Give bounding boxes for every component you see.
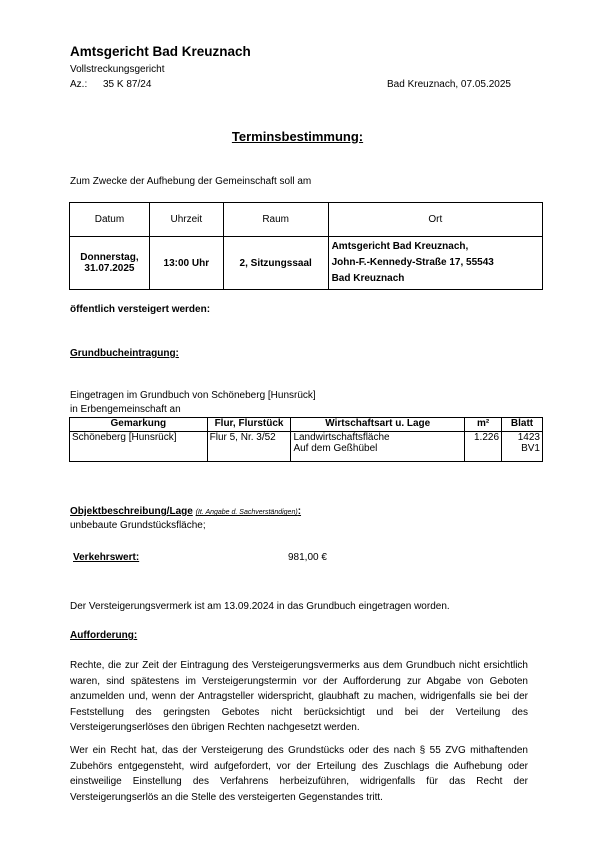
termin-room: 2, Sitzungssaal [223, 237, 328, 290]
court-name: Amtsgericht Bad Kreuznach [70, 44, 251, 59]
verkehrswert-value: 981,00 € [288, 552, 327, 563]
document-title: Terminsbestimmung: [231, 129, 364, 144]
aufforderung-paragraph-1: Rechte, die zur Zeit der Eintragung des Versteigerungsvermerks aus dem Grundbuch nicht ersichtlich waren, sind spätestens im Versteigerungstermin vor der Aufforderung zur Abgabe von Geboten anzumelden und, wenn der Antragsteller widerspricht, glaubhaft zu machen, widrigenfalls sie bei der Feststellung des geringsten Gebotes nicht berücksichtigt und bei der Verteilung des Versteigerungserlöses den übrigen Rechten nachgesetzt werden. [70, 660, 528, 733]
row-art-line1: Landwirtschaftsfläche [293, 432, 390, 443]
header-flur: Flur, Flurstück [207, 418, 291, 432]
termin-weekday: Donnerstag, [80, 252, 139, 263]
row-wirtschaftsart [291, 432, 465, 462]
objekt-label: Objektbeschreibung/Lage [70, 506, 193, 517]
grundbuch-table-header [70, 418, 543, 432]
place-date: Bad Kreuznach, 07.05.2025 [387, 79, 511, 90]
header-area: m² [465, 418, 502, 432]
termin-date-value: 31.07.2025 [84, 263, 135, 274]
grundbuch-table-row [70, 432, 543, 462]
row-art-line2: Auf dem Geßhübel [293, 443, 378, 454]
row-area: 1.226 [465, 432, 502, 462]
termin-date [70, 237, 150, 290]
aufforderung-paragraph-2: Wer ein Recht hat, das der Versteigerung des Grundstücks oder des nach § 55 ZVG mithaftenden Zubehörs entgegensteht, wird aufgefordert, vor der Erteilung des Zuschlags die Aufhebung oder einstweilige Einstellung des Verfahrens herbeizuführen, widrigenfalls für das Recht der Versteigerungserlös an die Stelle des versteigerten Gegenstandes tritt. [70, 745, 528, 803]
auction-phrase: öffentlich versteigert werden: [70, 304, 211, 315]
header-gemarkung: Gemarkung [70, 418, 208, 432]
grundbuch-table [69, 417, 543, 462]
case-number-label: Az.: [70, 79, 88, 90]
court-department: Vollstreckungsgericht [70, 64, 165, 75]
objekt-colon: : [297, 506, 302, 517]
termin-table-header [70, 203, 543, 237]
termin-place-line3: Bad Kreuznach [331, 273, 405, 284]
grundbuch-line1: Eingetragen im Grundbuch von Schöneberg [Hunsrück] [70, 390, 316, 401]
termin-table [69, 202, 543, 290]
header-blatt: Blatt [502, 418, 543, 432]
row-gemarkung: Schöneberg [Hunsrück] [70, 432, 208, 462]
termin-table-row [70, 237, 543, 290]
termin-time: 13:00 Uhr [149, 237, 223, 290]
header-raum: Raum [223, 203, 328, 237]
termin-place [328, 237, 542, 290]
objekt-heading [70, 506, 301, 517]
grundbuch-heading: Grundbucheintragung: [70, 348, 179, 359]
row-blatt-line2: BV1 [521, 443, 540, 454]
termin-place-line1: Amtsgericht Bad Kreuznach, [331, 241, 469, 252]
header-wirtschaftsart: Wirtschaftsart u. Lage [291, 418, 465, 432]
header-ort: Ort [328, 203, 542, 237]
row-blatt [502, 432, 543, 462]
grundbuch-line2: in Erbengemeinschaft an [70, 404, 181, 415]
verkehrswert-label: Verkehrswert: [73, 552, 140, 563]
row-blatt-line1: 1423 [517, 432, 540, 443]
vermerk-text: Der Versteigerungsvermerk ist am 13.09.2024 in das Grundbuch eingetragen worden. [70, 601, 450, 612]
header-uhrzeit: Uhrzeit [149, 203, 223, 237]
intro-text: Zum Zwecke der Aufhebung der Gemeinschaft soll am [70, 176, 312, 187]
objekt-value: unbebaute Grundstücksfläche; [70, 520, 206, 531]
termin-place-line2: John-F.-Kennedy-Straße 17, 55543 [331, 257, 494, 268]
aufforderung-heading: Aufforderung: [70, 630, 138, 641]
case-number: 35 K 87/24 [103, 79, 152, 90]
row-flur: Flur 5, Nr. 3/52 [207, 432, 291, 462]
objekt-note: (It. Angabe d. Sachverständigen) [195, 509, 298, 516]
header-datum: Datum [70, 203, 150, 237]
